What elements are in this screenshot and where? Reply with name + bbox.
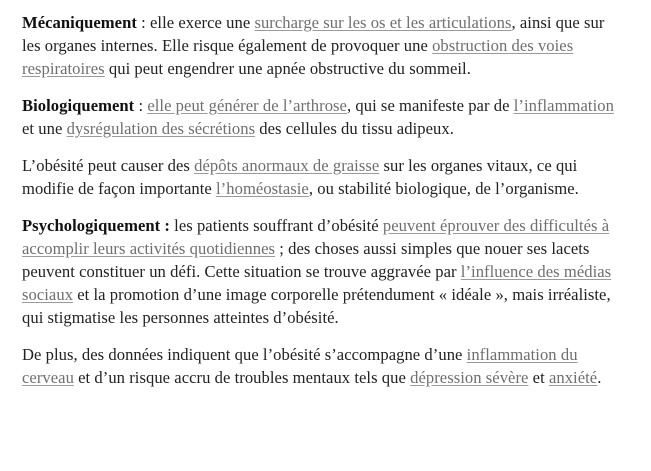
paragraph-de-plus [22,343,627,389]
link-inflammation[interactable]: l’inflammation [513,96,614,115]
text-span: De plus, des données indiquent que l’obésité s’accompagne d’une [22,345,467,364]
link-arthrose[interactable]: elle peut générer de l’arthrose [147,96,347,115]
link-depots-anormaux-graisse[interactable]: dépôts anormaux de graisse [194,156,380,175]
paragraph-mecaniquement [22,11,627,80]
text-span: : [134,96,148,115]
text-span: et la promotion d’une image corporelle prétendument « idéale », mais irréaliste, qui stigmatise les personnes atteintes d’obésité. [22,285,611,327]
text-span: les patients souffrant d’obésité [169,216,383,235]
text-span: des cellules du tissu adipeux. [255,119,454,138]
text-span: qui peut engendrer une apnée obstructive du sommeil. [104,59,471,78]
text-span: ; des choses aussi simples que nouer ses lacets peuvent constituer un défi. Cette situation se trouve aggravée par [22,239,590,281]
text-span: et d’un risque accru de troubles mentaux tels que [73,368,411,387]
text-span: . [597,368,602,387]
text-span: sur les organes vitaux, ce qui modifie de façon importante [22,156,578,198]
text-span: , ainsi que sur les organes internes. Elle risque également de provoquer une [22,13,605,55]
text-span: : elle exerce une [136,13,255,32]
text-span: , ou stabilité biologique, de l’organisme. [308,179,579,198]
link-anxiete[interactable]: anxiété [548,368,598,387]
link-homeostasie[interactable]: l’homéostasie [216,179,309,198]
link-difficultes-activites-quotidiennes[interactable]: peuvent éprouver des difficultés à accomplir leurs activités quotidiennes [22,216,610,258]
paragraph-depots-graisse [22,154,627,200]
paragraph-lead: Psychologiquement : [22,216,170,235]
paragraph-biologiquement [22,94,627,140]
text-span: L’obésité peut causer des [22,156,195,175]
link-obstruction-voies-respiratoires[interactable]: obstruction des voies respiratoires [22,36,574,78]
paragraph-lead: Mécaniquement [22,13,137,32]
paragraph-lead: Biologiquement [22,96,135,115]
text-span: et une [22,119,67,138]
link-inflammation-cerveau[interactable]: inflammation du cerveau [22,345,578,387]
paragraph-psychologiquement [22,214,627,329]
article-body [22,11,627,403]
link-dysregulation-secretions[interactable]: dysrégulation des sécrétions [66,119,256,138]
text-span: , qui se manifeste par de [346,96,514,115]
link-depression-severe[interactable]: dépression sévère [410,368,529,387]
text-span: et [528,368,549,387]
link-influence-medias-sociaux[interactable]: l’influence des médias sociaux [22,262,612,304]
link-surcharge-os-articulations[interactable]: surcharge sur les os et les articulations [254,13,512,32]
